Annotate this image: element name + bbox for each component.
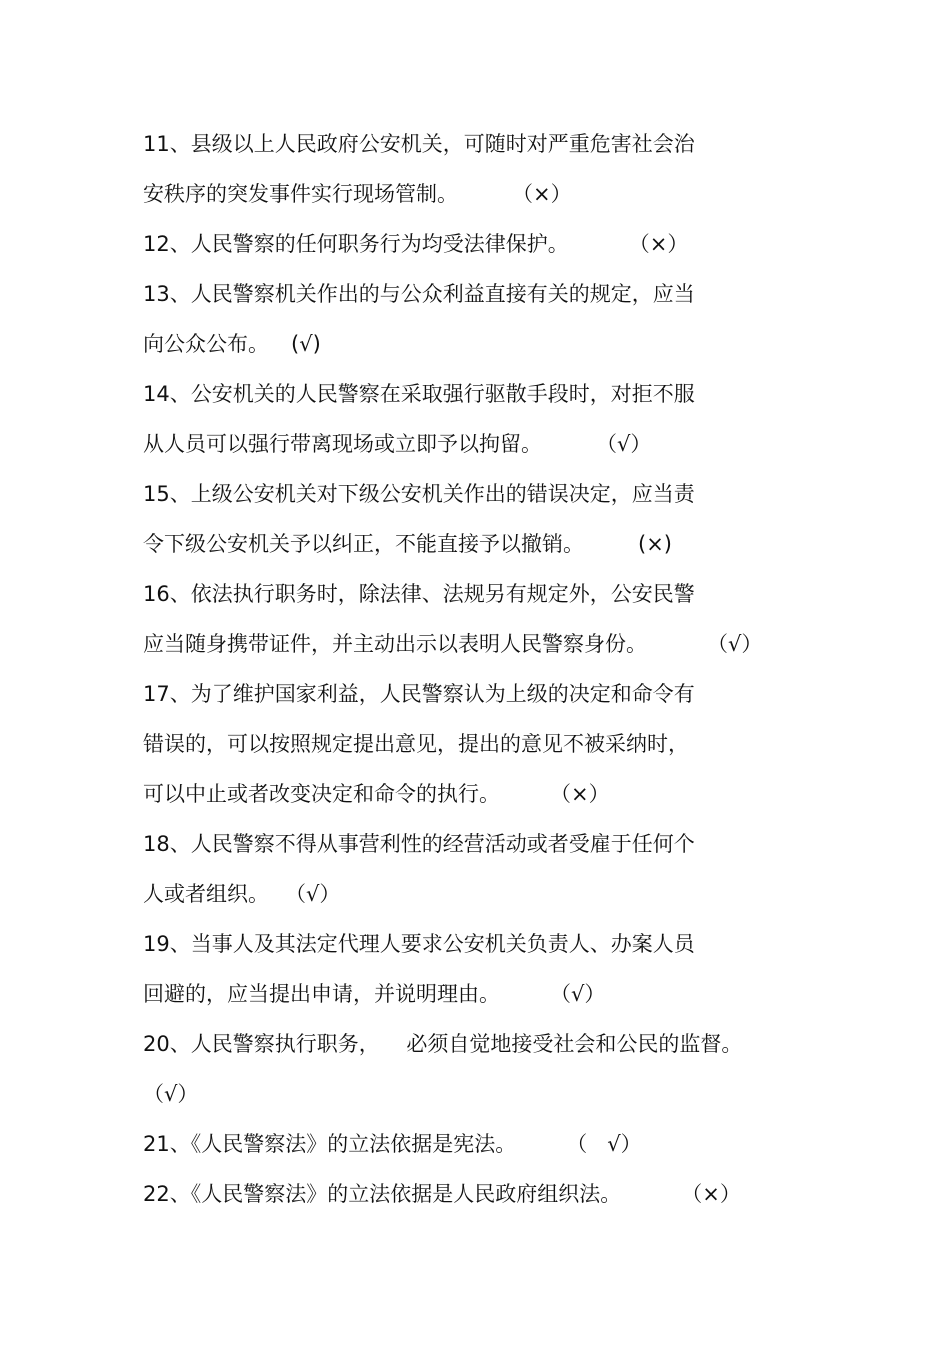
- question-17-line-1: [143, 680, 695, 708]
- line-text: 从人员可以强行带离现场或立即予以拘留。: [143, 432, 542, 456]
- question-18-line-2: [143, 880, 340, 908]
- question-20-line-2: [143, 1080, 198, 1108]
- line-text: 安秩序的突发事件实行现场管制。: [143, 182, 458, 206]
- line-text: 17、为了维护国家利益，人民警察认为上级的决定和命令有: [143, 682, 695, 706]
- line-text: 18、人民警察不得从事营利性的经营活动或者受雇于任何个: [143, 832, 695, 856]
- answer-mark: （√）: [143, 1082, 199, 1106]
- question-19-line-1: [143, 930, 695, 958]
- line-text: 19、当事人及其法定代理人要求公安机关负责人、办案人员: [143, 932, 695, 956]
- question-17-line-3: [143, 780, 610, 808]
- line-text: 人或者组织。: [143, 882, 269, 906]
- line-text: 令下级公安机关予以纠正，不能直接予以撤销。: [143, 532, 584, 556]
- question-11-line-2: [143, 180, 572, 208]
- line-text: 14、公安机关的人民警察在采取强行驱散手段时，对拒不服: [143, 382, 695, 406]
- question-13-line-1: [143, 280, 695, 308]
- answer-mark: （√）: [550, 982, 606, 1006]
- question-12-line-1: [143, 230, 688, 258]
- answer-mark: (×): [638, 532, 672, 556]
- answer-mark: （√）: [285, 882, 341, 906]
- answer-mark: （√）: [707, 632, 763, 656]
- question-11-line-1: [143, 130, 695, 158]
- question-22-line-1: [143, 1180, 741, 1208]
- line-text: 向公众公布。: [143, 332, 269, 356]
- question-13-line-2: [143, 330, 321, 358]
- answer-mark: (√): [291, 332, 321, 356]
- line-text: 16、依法执行职务时，除法律、法规另有规定外，公安民警: [143, 582, 695, 606]
- question-17-line-2: [143, 730, 689, 758]
- line-text: 回避的，应当提出申请，并说明理由。: [143, 982, 500, 1006]
- line-text: 13、人民警察机关作出的与公众利益直接有关的规定，应当: [143, 282, 695, 306]
- line-text: 12、人民警察的任何职务行为均受法律保护。: [143, 232, 569, 256]
- answer-mark: （√）: [596, 432, 652, 456]
- line-text: 11、县级以上人民政府公安机关，可随时对严重危害社会治: [143, 132, 695, 156]
- question-15-line-1: [143, 480, 695, 508]
- line-text: 20、人民警察执行职务， 必须自觉地接受社会和公民的监督。: [143, 1032, 743, 1056]
- line-text: 可以中止或者改变决定和命令的执行。: [143, 782, 500, 806]
- line-text: 错误的，可以按照规定提出意见，提出的意见不被采纳时，: [143, 732, 689, 756]
- line-text: 22、《人民警察法》的立法依据是人民政府组织法。: [143, 1182, 622, 1206]
- question-15-line-2: [143, 530, 672, 558]
- question-21-line-1: [143, 1130, 642, 1158]
- answer-mark: （×）: [628, 232, 689, 256]
- answer-mark: （×）: [681, 1182, 741, 1206]
- question-19-line-2: [143, 980, 605, 1008]
- line-text: 21、《人民警察法》的立法依据是宪法。: [143, 1132, 517, 1156]
- question-16-line-2: [143, 630, 762, 658]
- question-18-line-1: [143, 830, 695, 858]
- line-text: 15、上级公安机关对下级公安机关作出的错误决定，应当责: [143, 482, 695, 506]
- question-14-line-2: [143, 430, 651, 458]
- question-14-line-1: [143, 380, 695, 408]
- answer-mark: （ √）: [566, 1132, 642, 1156]
- question-20-line-1: [143, 1030, 742, 1058]
- answer-mark: （×）: [512, 182, 572, 206]
- question-16-line-1: [143, 580, 695, 608]
- answer-mark: （×）: [550, 782, 610, 806]
- line-text: 应当随身携带证件，并主动出示以表明人民警察身份。: [143, 632, 647, 656]
